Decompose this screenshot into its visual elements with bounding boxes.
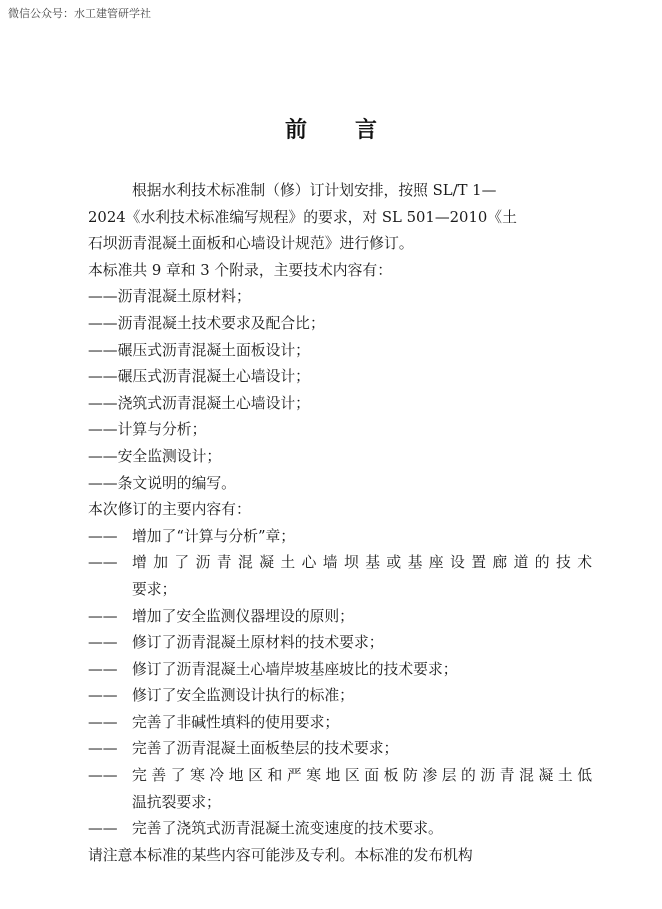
revision-item-continued: 要求； [132, 580, 177, 598]
revision-item: —— 修订了安全监测设计执行的标准； [88, 687, 354, 705]
watermark-text: 微信公众号：水工建管研学社 [8, 7, 151, 20]
content-item: ——沥青混凝土技术要求及配合比； [88, 314, 325, 332]
revision-item: —— 增加了沥青混凝土心墙坝基或基座设置廊道的技术 [88, 554, 592, 572]
revision-item-continued: 温抗裂要求； [132, 793, 221, 811]
title-char-2: 言 [355, 118, 378, 143]
revision-item: —— 完善了沥青混凝土面板垫层的技术要求； [88, 740, 399, 758]
revision-item: —— 增加了“计算与分析”章； [88, 527, 296, 545]
content-item: ——碾压式沥青混凝土心墙设计； [88, 368, 310, 386]
revision-item: —— 完善了非碱性填料的使用要求； [88, 713, 340, 731]
content-item: ——浇筑式沥青混凝土心墙设计； [88, 394, 310, 412]
revision-item: —— 修订了沥青混凝土原材料的技术要求； [88, 634, 384, 652]
intro-line-1: 根据水利技术标准制（修）订计划安排，按照 SL/T 1— [132, 182, 497, 199]
intro-line-3: 石坝沥青混凝土面板和心墙设计规范》进行修订。 [88, 235, 414, 253]
revision-item: —— 完善了寒冷地区和严寒地区面板防渗层的沥青混凝土低 [88, 767, 592, 785]
title-char-1: 前 [284, 118, 307, 143]
revision-item: —— 完善了浇筑式沥青混凝土流变速度的技术要求。 [88, 820, 443, 838]
content-item: ——碾压式沥青混凝土面板设计； [88, 341, 310, 359]
intro-line-2: 2024《水利技术标准编写规程》的要求，对 SL 501—2010《土 [88, 208, 517, 226]
last-line: 请注意本标准的某些内容可能涉及专利。本标准的发布机构 [88, 846, 473, 864]
content-item: ——条文说明的编写。 [88, 474, 236, 492]
chapters-intro: 本标准共 9 章和 3 个附录，主要技术内容有： [88, 261, 392, 279]
content-item: ——计算与分析； [88, 421, 207, 439]
content-item: ——沥青混凝土原材料； [88, 288, 251, 306]
page-title [0, 113, 662, 144]
document-body [88, 178, 592, 869]
content-item: ——安全监测设计； [88, 447, 222, 465]
revision-item: —— 修订了沥青混凝土心墙岸坡基座坡比的技术要求； [88, 660, 458, 678]
revision-intro: 本次修订的主要内容有： [88, 501, 251, 519]
revision-item: —— 增加了安全监测仪器埋设的原则； [88, 607, 354, 625]
